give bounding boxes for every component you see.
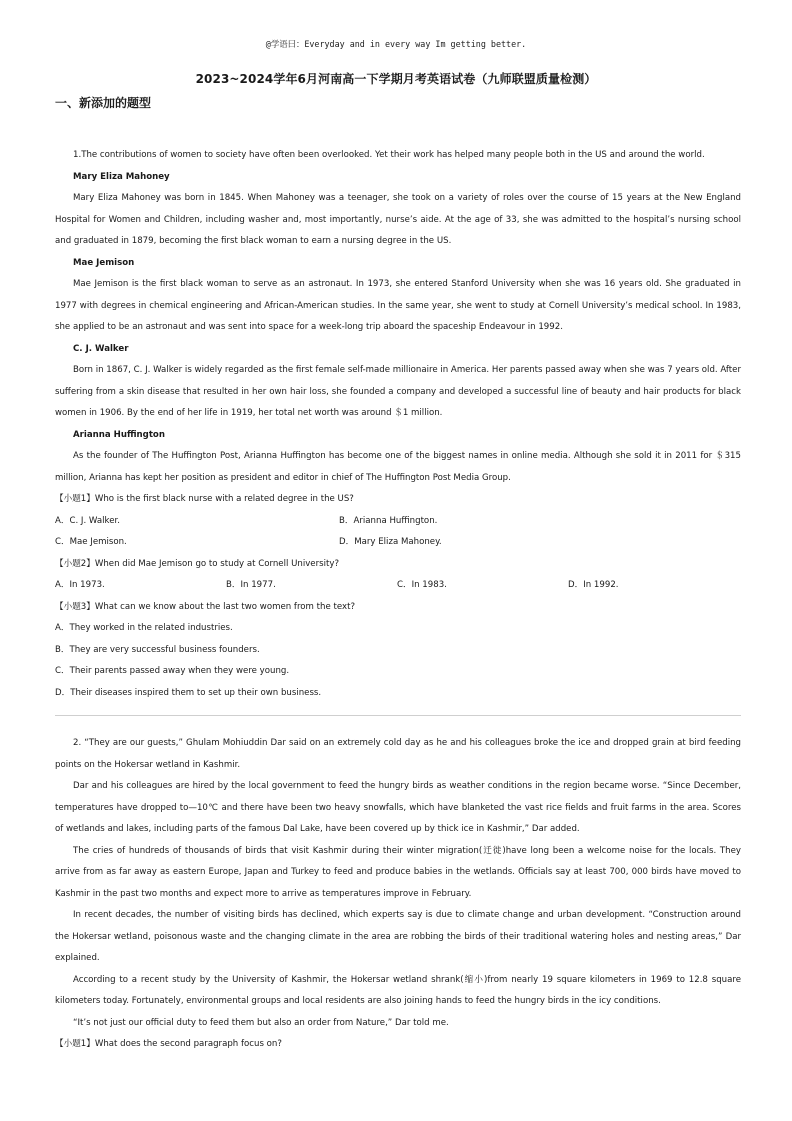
person-paragraph: Mae Jemison is the first black woman to serve as an astronaut. In 1973, she entered Stanford University when she was 16 years old. She graduated in 1977 with degrees in chemical engineering and African-American studies. In the same year, she went to study at Cornell University’s medical school. In 1983, she applied to be an astronaut and was sent into space for a week-long trip aboard the spaceship Endeavour in 1992. xyxy=(55,279,741,332)
passage1-intro: 1.The contributions of women to society have often been overlooked. Yet their work has helped many people both in the US and around the world. xyxy=(73,150,705,160)
question-stem: 【小题1】What does the second paragraph focus on? xyxy=(55,1039,282,1049)
option-a: A．They worked in the related industries. xyxy=(55,623,233,633)
option-b: B．In 1977. xyxy=(226,580,276,590)
option-a: A．C. J. Walker. xyxy=(55,515,120,526)
question-stem: 【小题3】What can we know about the last two women from the text? xyxy=(55,601,356,612)
person-paragraph: Born in 1867, C. J. Walker is widely regarded as the first female self-made millionaire in America. Her parents passed away when she was 7 years old. After suffering from a skin disease that resulted in her own hair loss, she founded a company and developed a successful line of beauty and hair products for black women in 1906. By the end of her life in 1919, her total net worth was around ＄1 million. xyxy=(55,365,741,418)
section-heading: 一、新添加的题型 xyxy=(55,96,152,110)
option-row xyxy=(55,532,741,554)
passage2-paragraph: “It’s not just our official duty to feed them but also an order from Nature,” Dar told me. xyxy=(73,1017,449,1028)
person-name: Mary Eliza Mahoney xyxy=(73,171,170,182)
question-stem: 【小题1】Who is the first black nurse with a related degree in the US? xyxy=(55,494,354,504)
option-c: C．Their parents passed away when they were young. xyxy=(55,666,290,676)
option-a: A．In 1973. xyxy=(55,580,105,590)
option-c: C．Mae Jemison. xyxy=(55,537,127,547)
option-row xyxy=(55,575,741,597)
passage2-paragraph: The cries of hundreds of thousands of birds that visit Kashmir during their winter migration(迁徙)have long been a welcome noise for the locals. They arrive from as far away as eastern Europe, Japan and Turkey to feed and produce babies in the wetlands. Officials say at least 700, 000 birds have moved to Kashmir in the past two months and expect more to arrive as temperatures improve in February. xyxy=(55,845,741,899)
option-d: D．Mary Eliza Mahoney. xyxy=(339,537,442,547)
option-d: D．In 1992. xyxy=(568,580,619,590)
section-divider xyxy=(55,715,741,716)
passage2-paragraph: Dar and his colleagues are hired by the local government to feed the hungry birds as weather conditions in the region became worse. “Since December, temperatures have dropped to—10℃ and there have been two heavy snowfalls, which have blanketed the vast rice fields and fruit farms in the area. Scores of wetlands and lakes, including parts of the famous Dal Lake, have been covered up by thick ice in Kashmir,” Dar added. xyxy=(55,781,741,834)
option-c: C．In 1983. xyxy=(397,580,447,590)
option-b: B．Arianna Huffington. xyxy=(339,515,438,526)
person-paragraph: Mary Eliza Mahoney was born in 1845. When Mahoney was a teenager, she took on a variety of roles over the course of 15 years at the New England Hospital for Women and Children, including washer and, most importantly, nurse’s aide. At the age of 33, she was admitted to the hospital’s nursing school and graduated in 1879, becoming the first black woman to earn a nursing degree in the US. xyxy=(55,193,741,246)
question-stem: 【小题2】When did Mae Jemison go to study at Cornell University? xyxy=(55,558,340,569)
passage2-paragraph: 2. “They are our guests,” Ghulam Mohiuddin Dar said on an extremely cold day as he and his colleagues broke the ice and dropped grain at bird feeding points on the Hokersar wetland in Kashmir. xyxy=(55,738,741,770)
person-name: Mae Jemison xyxy=(73,257,135,268)
person-name: Arianna Huffington xyxy=(73,429,165,440)
option-row xyxy=(55,511,741,533)
person-paragraph: As the founder of The Huffington Post, Arianna Huffington has become one of the biggest names in online media. Although she sold it in 2011 for ＄315 million, Arianna has kept her position as president and editor in chief of The Huffington Post Media Group. xyxy=(55,451,741,483)
passage2-paragraph: According to a recent study by the University of Kashmir, the Hokersar wetland shrank(缩小)from nearly 19 square kilometers in 1969 to 12.8 square kilometers today. Fortunately, environmental groups and local residents are also joining hands to feed the hungry birds in the icy conditions. xyxy=(55,974,741,1006)
exam-content xyxy=(55,145,741,1056)
option-b: B．They are very successful business founders. xyxy=(55,644,260,655)
exam-title: 2023~2024学年6月河南高一下学期月考英语试卷（九师联盟质量检测） xyxy=(195,72,597,86)
passage2-paragraph: In recent decades, the number of visiting birds has declined, which experts say is due to climate change and urban development. “Construction around the Hokersar wetland, poisonous waste and the changing climate in the area are robbing the birds of their traditional watering holes and nesting areas,” Dar explained. xyxy=(55,910,741,963)
page-motto: @学语曰：Everyday and in every way Im getting better. xyxy=(265,39,527,49)
option-d: D．Their diseases inspired them to set up their own business. xyxy=(55,687,322,698)
person-name: C. J. Walker xyxy=(73,343,129,354)
